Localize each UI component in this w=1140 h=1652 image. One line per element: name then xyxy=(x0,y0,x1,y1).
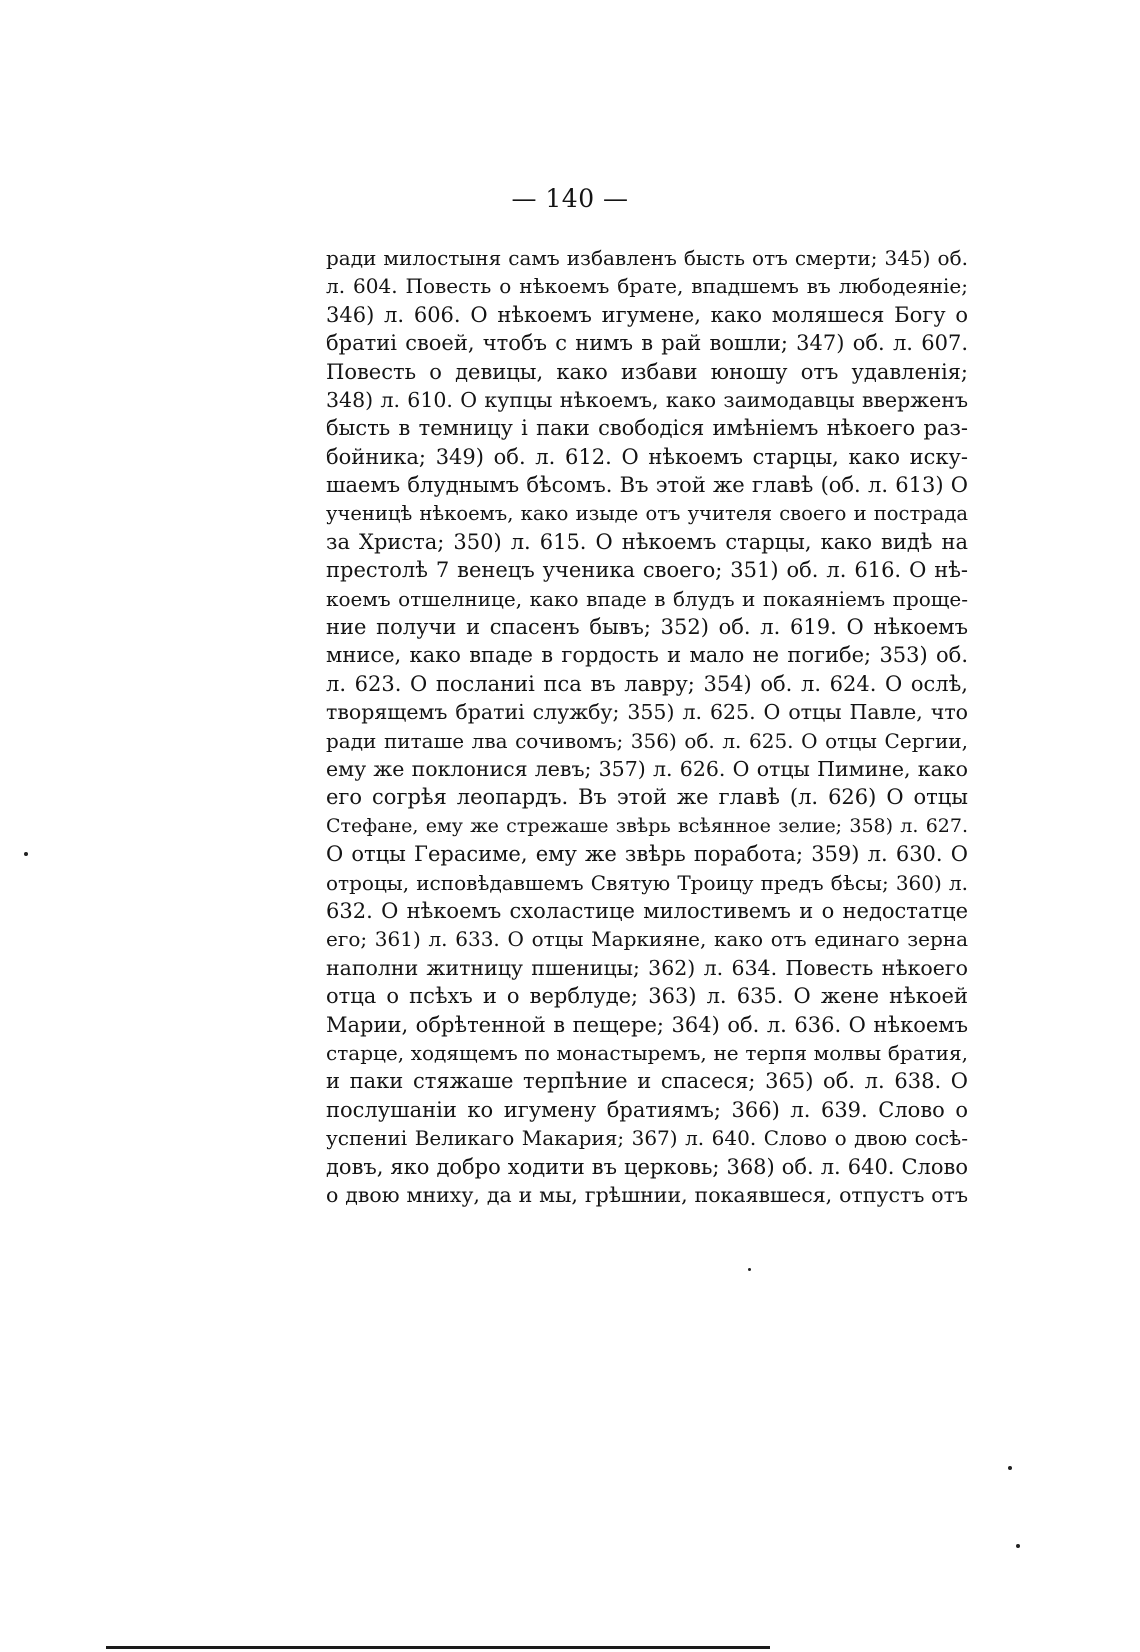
text-line: л. 623. О посланиі пса въ лавру; 354) об. л. 624. О ослѣ, xyxy=(326,671,968,696)
text-line: наполни житницу пшеницы; 362) л. 634. Повесть нѣкоего xyxy=(326,955,968,980)
text-line: престолѣ 7 венецъ ученика своего; 351) об. л. 616. О нѣ- xyxy=(326,558,968,583)
text-line: 348) л. 610. О купцы нѣкоемъ, како заимодавцы вверженъ xyxy=(326,387,968,412)
text-line: братиі своей, чтобъ с нимъ в рай вошли; 347) об. л. 607. xyxy=(326,331,968,356)
text-line: о двою мниху, да и мы, грѣшнии, покаявшеся, отпустъ отъ xyxy=(326,1182,968,1207)
text-line: отроцы, исповѣдавшемъ Святую Троицу предъ бѣсы; 360) л. xyxy=(326,870,968,895)
scan-speck xyxy=(24,852,28,856)
text-line: его; 361) л. 633. О отцы Маркияне, како отъ единаго зерна xyxy=(326,927,968,952)
text-line: ради милостыня самъ избавленъ бысть отъ смерти; 345) об. xyxy=(326,246,968,270)
text-line: отца о псѣхъ и о верблуде; 363) л. 635. О жене нѣкоей xyxy=(326,984,968,1009)
text-line: коемъ отшелнице, како впаде в блудъ и покаяніемъ проще- xyxy=(326,586,968,611)
text-line: за Христа; 350) л. 615. О нѣкоемъ старцы, како видѣ на xyxy=(326,529,968,554)
text-line: мнисе, како впаде в гордость и мало не погибе; 353) об. xyxy=(326,643,968,668)
text-line: бысть в темницу і паки свободіся имѣніемъ нѣкоего раз- xyxy=(326,416,968,441)
text-line: л. 604. Повесть о нѣкоемъ брате, впадшемъ въ любодеяніе; xyxy=(326,274,968,299)
text-line: творящемъ братиі службу; 355) л. 625. О отцы Павле, что xyxy=(326,700,968,725)
text-line: 632. О нѣкоемъ схоластице милостивемъ и о недостатце xyxy=(326,898,968,923)
text-line: О отцы Герасиме, ему же звѣрь поработа; 359) л. 630. О xyxy=(326,842,968,867)
text-line: ему же поклонися левъ; 357) л. 626. О отцы Пимине, како xyxy=(326,757,968,782)
scan-speck xyxy=(748,1268,751,1271)
scan-speck xyxy=(1016,1544,1020,1548)
text-line: Стефане, ему же стрежаше звѣрь всѣянное зелие; 358) л. 627. xyxy=(326,814,968,837)
text-line: старце, ходящемъ по монастыремъ, не терпя молвы братия, xyxy=(326,1040,968,1065)
text-line: бойника; 349) об. л. 612. О нѣкоемъ старцы, како иску- xyxy=(326,444,968,469)
text-line: Повесть о девицы, како избави юношу отъ удавленія; xyxy=(326,359,968,384)
text-line: успениі Великаго Макария; 367) л. 640. Слово о двою сосѣ- xyxy=(326,1126,968,1151)
bottom-rule xyxy=(106,1646,770,1649)
text-line: Марии, обрѣтенной в пещере; 364) об. л. 636. О нѣкоемъ xyxy=(326,1012,968,1037)
text-line: его согрѣя леопардъ. Въ этой же главѣ (л. 626) О отцы xyxy=(326,785,968,810)
text-line: послушаніи ко игумену братиямъ; 366) л. 639. Слово о xyxy=(326,1097,968,1122)
scan-speck xyxy=(1008,1466,1012,1470)
body-text xyxy=(326,244,968,1209)
text-line: и паки стяжаше терпѣние и спасеся; 365) об. л. 638. О xyxy=(326,1069,968,1094)
text-line: ние получи и спасенъ бывъ; 352) об. л. 619. О нѣкоемъ xyxy=(326,615,968,640)
page-number: — 140 — xyxy=(511,184,629,213)
text-line: довъ, яко добро ходити въ церковь; 368) об. л. 640. Слово xyxy=(326,1154,968,1179)
text-line: ученицѣ нѣкоемъ, како изыде отъ учителя своего и пострада xyxy=(326,501,968,525)
text-line: шаемъ блуднымъ бѣсомъ. Въ этой же главѣ (об. л. 613) О xyxy=(326,473,968,498)
text-line: ради питаше лва сочивомъ; 356) об. л. 625. О отцы Сергии, xyxy=(326,728,968,753)
text-line: 346) л. 606. О нѣкоемъ игумене, како моляшеся Богу о xyxy=(326,302,968,327)
